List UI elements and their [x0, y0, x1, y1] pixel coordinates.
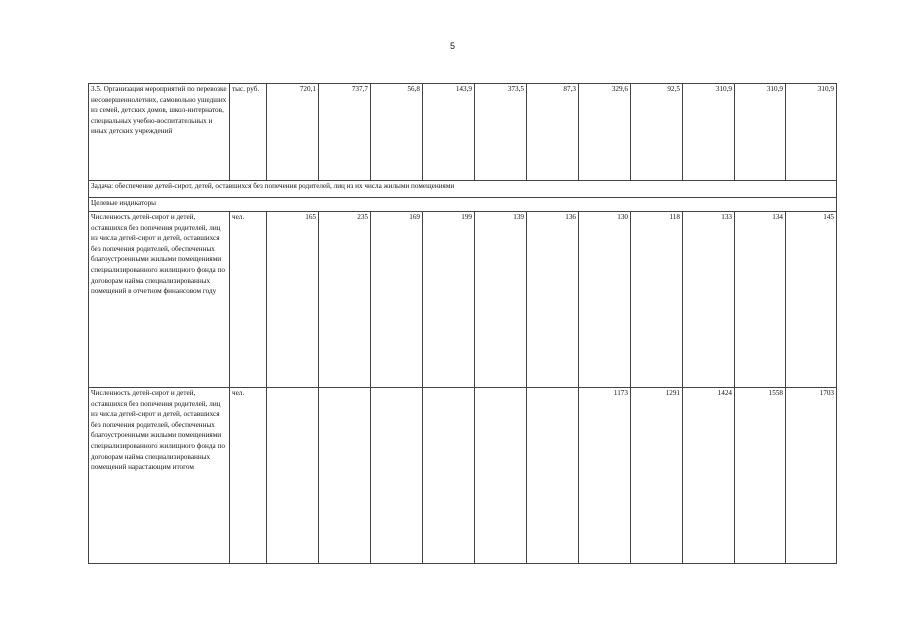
table-row-indicator-cumulative — [89, 388, 837, 564]
value-cell: 143,9 — [423, 84, 475, 181]
row-name: Численность детей-сирот и детей, оставшихся без попечения родителей, лиц из числа детей-сирот и детей, оставшихся без попечения родителей, обеспеченных благоустроенными жилыми помещениями специализированного жилищного фонда по договорам найма специализированных помещений нарастающим итогом — [89, 388, 230, 564]
value-cell — [371, 388, 423, 564]
value-cell: 169 — [371, 212, 423, 388]
row-unit: чел. — [230, 388, 267, 564]
value-cell: 87,3 — [527, 84, 579, 181]
value-cell: 92,5 — [631, 84, 683, 181]
value-cell: 199 — [423, 212, 475, 388]
value-cell: 134 — [735, 212, 786, 388]
value-cell: 136 — [527, 212, 579, 388]
value-cell: 329,6 — [579, 84, 631, 181]
value-cell: 133 — [683, 212, 735, 388]
table-row-indicator-annual — [89, 212, 837, 388]
value-cell — [527, 388, 579, 564]
value-cell: 1558 — [735, 388, 786, 564]
value-cell: 235 — [319, 212, 371, 388]
value-cell: 1703 — [786, 388, 837, 564]
value-cell — [423, 388, 475, 564]
row-unit: тыс. руб. — [230, 84, 267, 181]
value-cell: 130 — [579, 212, 631, 388]
table-row-task — [89, 181, 837, 198]
indicators-table — [88, 83, 837, 564]
value-cell: 737,7 — [319, 84, 371, 181]
value-cell: 310,9 — [735, 84, 786, 181]
value-cell: 373,5 — [475, 84, 527, 181]
value-cell: 310,9 — [786, 84, 837, 181]
value-cell: 720,1 — [267, 84, 319, 181]
task-heading: Задача: обеспечение детей-сирот, детей, оставшихся без попечения родителей, лиц из их числа жилыми помещениями — [89, 181, 837, 198]
value-cell: 1173 — [579, 388, 631, 564]
value-cell: 145 — [786, 212, 837, 388]
table-row-measure-3-5 — [89, 84, 837, 181]
value-cell: 118 — [631, 212, 683, 388]
value-cell: 310,9 — [683, 84, 735, 181]
value-cell — [319, 388, 371, 564]
value-cell: 56,8 — [371, 84, 423, 181]
table-row-indicators-heading — [89, 198, 837, 212]
indicators-heading: Целевые индикаторы — [89, 198, 837, 212]
row-name: 3.5. Организация мероприятий по перевозке несовершеннолетних, самовольно ушедших из семей, детских домов, школ-интернатов, специальных учебно-воспитательных и иных детских учреждений — [89, 84, 230, 181]
value-cell: 1291 — [631, 388, 683, 564]
value-cell — [475, 388, 527, 564]
value-cell — [267, 388, 319, 564]
page-number: 5 — [449, 41, 455, 51]
value-cell: 1424 — [683, 388, 735, 564]
row-unit: чел. — [230, 212, 267, 388]
value-cell: 165 — [267, 212, 319, 388]
row-name: Численность детей-сирот и детей, оставшихся без попечения родителей, лиц из числа детей-сирот и детей, оставшихся без попечения родителей, обеспеченных благоустроенными жилыми помещениями специализированного жилищного фонда по договорам найма специализированных помещений в отчетном финансовом году — [89, 212, 230, 388]
value-cell: 139 — [475, 212, 527, 388]
